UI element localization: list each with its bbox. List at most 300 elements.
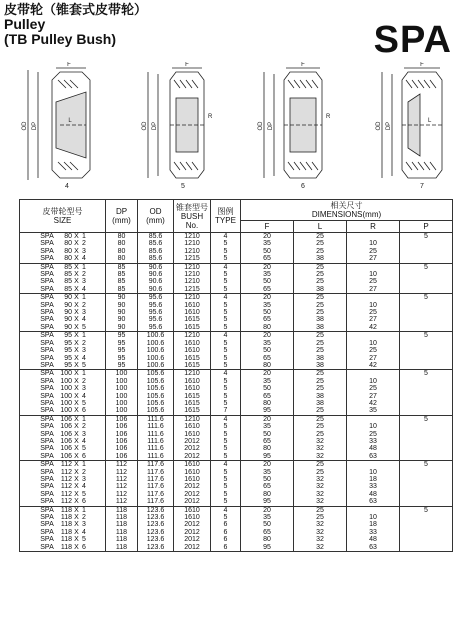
- header-l: L: [294, 221, 347, 233]
- l-cell: 25: [294, 294, 347, 302]
- table-row: [20, 453, 453, 461]
- p-cell: [400, 407, 453, 415]
- l-cell: 38: [294, 324, 347, 332]
- od-cell: 111.6: [138, 423, 174, 430]
- f-cell: 20: [241, 294, 294, 302]
- r-cell: [347, 370, 400, 378]
- f-cell: 20: [241, 332, 294, 340]
- r-cell: 35: [347, 407, 400, 415]
- size-cell: SPA 95 X 5: [20, 362, 106, 370]
- size-cell: SPA 100 X 5: [20, 400, 106, 407]
- dp-cell: 100: [106, 393, 138, 400]
- type-cell: 6: [211, 529, 241, 536]
- size-cell: SPA 80 X 3: [20, 248, 106, 255]
- size-cell: SPA 90 X 1: [20, 294, 106, 302]
- type-cell: 4: [211, 506, 241, 514]
- bush-cell: 1215: [174, 255, 211, 263]
- p-cell: [400, 469, 453, 476]
- p-cell: [400, 521, 453, 528]
- l-cell: 32: [294, 544, 347, 552]
- type-cell: 5: [211, 483, 241, 490]
- p-cell: [400, 324, 453, 332]
- r-cell: 27: [347, 255, 400, 263]
- type-cell: 5: [211, 498, 241, 506]
- p-cell: [400, 483, 453, 490]
- size-cell: SPA 90 X 2: [20, 302, 106, 309]
- header-type: 图例 TYPE: [211, 200, 241, 233]
- table-row: [20, 506, 453, 514]
- dp-cell: 106: [106, 453, 138, 461]
- bush-cell: 2012: [174, 529, 211, 536]
- l-cell: 25: [294, 461, 347, 469]
- f-cell: 50: [241, 385, 294, 392]
- bush-cell: 1615: [174, 355, 211, 362]
- r-cell: 63: [347, 498, 400, 506]
- dp-cell: 90: [106, 302, 138, 309]
- p-cell: [400, 302, 453, 309]
- dp-cell: 95: [106, 362, 138, 370]
- f-cell: 35: [241, 271, 294, 278]
- size-cell: SPA 112 X 2: [20, 469, 106, 476]
- label-dp-type4: DP: [32, 121, 38, 131]
- l-cell: 25: [294, 302, 347, 309]
- type-number-7: 7: [420, 183, 424, 190]
- p-cell: [400, 498, 453, 506]
- r-cell: 25: [347, 309, 400, 316]
- table-row: [20, 324, 453, 332]
- od-cell: 100.6: [138, 355, 174, 362]
- f-cell: 65: [241, 355, 294, 362]
- l-cell: 32: [294, 438, 347, 445]
- od-cell: 111.6: [138, 453, 174, 461]
- pulley-drawing-type-4: [22, 62, 90, 190]
- od-cell: 105.6: [138, 407, 174, 415]
- label-f-type4: F: [67, 62, 71, 68]
- table-row: [20, 332, 453, 340]
- size-cell: SPA 106 X 5: [20, 445, 106, 452]
- table-row: [20, 248, 453, 255]
- r-cell: 42: [347, 362, 400, 370]
- dp-cell: 80: [106, 255, 138, 263]
- l-cell: 25: [294, 423, 347, 430]
- bush-cell: 1615: [174, 324, 211, 332]
- subtitle-english: (TB Pulley Bush): [4, 31, 117, 47]
- table-row: [20, 423, 453, 430]
- size-cell: SPA 118 X 1: [20, 506, 106, 514]
- p-cell: [400, 453, 453, 461]
- table-row: [20, 240, 453, 247]
- r-cell: 18: [347, 476, 400, 483]
- r-cell: 25: [347, 347, 400, 354]
- table-row: [20, 278, 453, 285]
- od-cell: 90.6: [138, 286, 174, 294]
- od-cell: 111.6: [138, 431, 174, 438]
- bush-cell: 1610: [174, 423, 211, 430]
- p-cell: [400, 476, 453, 483]
- label-od-type6: OD: [258, 121, 264, 131]
- type-cell: 6: [211, 544, 241, 552]
- f-cell: 35: [241, 378, 294, 385]
- l-cell: 38: [294, 393, 347, 400]
- dp-cell: 112: [106, 476, 138, 483]
- l-cell: 25: [294, 248, 347, 255]
- table-row: [20, 302, 453, 309]
- od-cell: 95.6: [138, 316, 174, 323]
- type-cell: 4: [211, 332, 241, 340]
- type-cell: 5: [211, 438, 241, 445]
- label-l-type7: L: [428, 118, 432, 124]
- bush-cell: 1615: [174, 362, 211, 370]
- bush-cell: 1610: [174, 476, 211, 483]
- size-cell: SPA 118 X 3: [20, 521, 106, 528]
- table-body: [20, 233, 453, 552]
- p-cell: [400, 347, 453, 354]
- table-row: [20, 378, 453, 385]
- size-cell: SPA 85 X 3: [20, 278, 106, 285]
- l-cell: 25: [294, 278, 347, 285]
- bush-cell: 1610: [174, 347, 211, 354]
- od-cell: 117.6: [138, 461, 174, 469]
- dp-cell: 100: [106, 400, 138, 407]
- l-cell: 38: [294, 286, 347, 294]
- header-dimensions: 相关尺寸 DIMENSIONS(mm): [241, 200, 453, 221]
- size-cell: SPA 95 X 4: [20, 355, 106, 362]
- l-cell: 38: [294, 316, 347, 323]
- od-cell: 123.6: [138, 529, 174, 536]
- f-cell: 65: [241, 483, 294, 490]
- p-cell: [400, 278, 453, 285]
- p-cell: [400, 385, 453, 392]
- bush-cell: 1610: [174, 302, 211, 309]
- p-cell: 5: [400, 233, 453, 241]
- p-cell: [400, 438, 453, 445]
- dp-cell: 112: [106, 498, 138, 506]
- label-od-type5: OD: [142, 121, 148, 131]
- p-cell: 5: [400, 294, 453, 302]
- table-row: [20, 271, 453, 278]
- p-cell: [400, 423, 453, 430]
- od-cell: 111.6: [138, 415, 174, 423]
- size-cell: SPA 90 X 5: [20, 324, 106, 332]
- size-cell: SPA 90 X 4: [20, 316, 106, 323]
- size-cell: SPA 106 X 2: [20, 423, 106, 430]
- dp-cell: 90: [106, 316, 138, 323]
- r-cell: 63: [347, 453, 400, 461]
- bush-cell: 1615: [174, 393, 211, 400]
- type-cell: 5: [211, 347, 241, 354]
- r-cell: [347, 506, 400, 514]
- f-cell: 50: [241, 431, 294, 438]
- spa-pulley-spec-table: [19, 199, 453, 552]
- bush-cell: 1615: [174, 407, 211, 415]
- title-chinese: 皮带轮（锥套式皮带轮）: [4, 2, 148, 17]
- table-row: [20, 476, 453, 483]
- r-cell: 10: [347, 514, 400, 521]
- dp-cell: 118: [106, 521, 138, 528]
- od-cell: 85.6: [138, 240, 174, 247]
- r-cell: 48: [347, 536, 400, 543]
- dp-cell: 112: [106, 483, 138, 490]
- size-cell: SPA 100 X 4: [20, 393, 106, 400]
- od-cell: 117.6: [138, 476, 174, 483]
- f-cell: 35: [241, 469, 294, 476]
- table-row: [20, 521, 453, 528]
- p-cell: [400, 544, 453, 552]
- od-cell: 90.6: [138, 271, 174, 278]
- l-cell: 32: [294, 445, 347, 452]
- f-cell: 20: [241, 415, 294, 423]
- l-cell: 25: [294, 469, 347, 476]
- type-cell: 5: [211, 248, 241, 255]
- type-cell: 5: [211, 324, 241, 332]
- p-cell: [400, 316, 453, 323]
- size-cell: SPA 85 X 1: [20, 263, 106, 271]
- bush-cell: 2012: [174, 544, 211, 552]
- table-row: [20, 263, 453, 271]
- r-cell: 27: [347, 286, 400, 294]
- r-cell: 10: [347, 340, 400, 347]
- od-cell: 117.6: [138, 469, 174, 476]
- table-row: [20, 407, 453, 415]
- r-cell: 48: [347, 445, 400, 452]
- table-row: [20, 461, 453, 469]
- od-cell: 95.6: [138, 309, 174, 316]
- header-p: P: [400, 221, 453, 233]
- r-cell: 25: [347, 278, 400, 285]
- type-cell: 5: [211, 514, 241, 521]
- od-cell: 123.6: [138, 521, 174, 528]
- od-cell: 95.6: [138, 324, 174, 332]
- l-cell: 25: [294, 332, 347, 340]
- r-cell: 10: [347, 378, 400, 385]
- type-cell: 5: [211, 255, 241, 263]
- dp-cell: 112: [106, 491, 138, 498]
- table-row: [20, 347, 453, 354]
- f-cell: 50: [241, 521, 294, 528]
- table-row: [20, 529, 453, 536]
- dp-cell: 95: [106, 355, 138, 362]
- l-cell: 25: [294, 309, 347, 316]
- p-cell: [400, 271, 453, 278]
- size-cell: SPA 100 X 1: [20, 370, 106, 378]
- p-cell: [400, 536, 453, 543]
- table-row: [20, 544, 453, 552]
- type-cell: 5: [211, 286, 241, 294]
- bush-cell: 1210: [174, 294, 211, 302]
- bush-cell: 1610: [174, 340, 211, 347]
- f-cell: 35: [241, 240, 294, 247]
- od-cell: 105.6: [138, 393, 174, 400]
- header-dp: DP (mm): [106, 200, 138, 233]
- bush-cell: 1610: [174, 514, 211, 521]
- r-cell: 63: [347, 544, 400, 552]
- dp-cell: 85: [106, 286, 138, 294]
- dp-cell: 95: [106, 347, 138, 354]
- r-cell: 25: [347, 248, 400, 255]
- od-cell: 85.6: [138, 233, 174, 241]
- bush-cell: 1610: [174, 378, 211, 385]
- l-cell: 25: [294, 407, 347, 415]
- bush-cell: 1210: [174, 271, 211, 278]
- p-cell: [400, 355, 453, 362]
- r-cell: 42: [347, 324, 400, 332]
- od-cell: 105.6: [138, 400, 174, 407]
- f-cell: 35: [241, 340, 294, 347]
- p-cell: [400, 529, 453, 536]
- bush-cell: 1210: [174, 240, 211, 247]
- f-cell: 20: [241, 370, 294, 378]
- od-cell: 117.6: [138, 491, 174, 498]
- f-cell: 50: [241, 476, 294, 483]
- od-cell: 105.6: [138, 385, 174, 392]
- dp-cell: 85: [106, 263, 138, 271]
- p-cell: [400, 340, 453, 347]
- r-cell: 25: [347, 385, 400, 392]
- l-cell: 38: [294, 400, 347, 407]
- type-cell: 5: [211, 476, 241, 483]
- p-cell: 5: [400, 415, 453, 423]
- label-f-type6: F: [301, 62, 305, 68]
- bush-cell: 1210: [174, 415, 211, 423]
- size-cell: SPA 100 X 6: [20, 407, 106, 415]
- bush-cell: 1215: [174, 286, 211, 294]
- pulley-drawings: [0, 62, 460, 192]
- table-row: [20, 445, 453, 452]
- bush-cell: 1610: [174, 469, 211, 476]
- header-size: 皮带轮型号 SIZE: [20, 200, 106, 233]
- od-cell: 117.6: [138, 483, 174, 490]
- dp-cell: 112: [106, 469, 138, 476]
- header-od: OD (mm): [138, 200, 174, 233]
- f-cell: 95: [241, 544, 294, 552]
- type-cell: 5: [211, 469, 241, 476]
- f-cell: 35: [241, 302, 294, 309]
- size-cell: SPA 85 X 4: [20, 286, 106, 294]
- type-cell: 5: [211, 431, 241, 438]
- od-cell: 85.6: [138, 248, 174, 255]
- dp-cell: 112: [106, 461, 138, 469]
- l-cell: 32: [294, 498, 347, 506]
- dp-cell: 90: [106, 324, 138, 332]
- type-cell: 6: [211, 521, 241, 528]
- dp-cell: 106: [106, 445, 138, 452]
- type-cell: 5: [211, 445, 241, 452]
- bush-cell: 2012: [174, 491, 211, 498]
- l-cell: 25: [294, 271, 347, 278]
- dp-cell: 80: [106, 240, 138, 247]
- p-cell: [400, 255, 453, 263]
- type-cell: 4: [211, 233, 241, 241]
- l-cell: 25: [294, 340, 347, 347]
- size-cell: SPA 118 X 4: [20, 529, 106, 536]
- dp-cell: 106: [106, 438, 138, 445]
- bush-cell: 1210: [174, 248, 211, 255]
- type-number-5: 5: [181, 183, 185, 190]
- bush-cell: 1210: [174, 263, 211, 271]
- od-cell: 100.6: [138, 347, 174, 354]
- table-row: [20, 370, 453, 378]
- type-number-6: 6: [301, 183, 305, 190]
- table-row: [20, 483, 453, 490]
- table-row: [20, 355, 453, 362]
- l-cell: 25: [294, 385, 347, 392]
- l-cell: 25: [294, 378, 347, 385]
- label-r-type6: R: [326, 114, 331, 120]
- f-cell: 35: [241, 423, 294, 430]
- dp-cell: 80: [106, 233, 138, 241]
- dp-cell: 100: [106, 370, 138, 378]
- dp-cell: 85: [106, 271, 138, 278]
- f-cell: 80: [241, 491, 294, 498]
- dp-cell: 90: [106, 294, 138, 302]
- size-cell: SPA 90 X 3: [20, 309, 106, 316]
- pulley-drawing-type-5: [142, 62, 213, 190]
- f-cell: 20: [241, 233, 294, 241]
- p-cell: [400, 362, 453, 370]
- label-l-type4: L: [68, 118, 72, 124]
- bush-cell: 1610: [174, 309, 211, 316]
- l-cell: 38: [294, 362, 347, 370]
- p-cell: [400, 514, 453, 521]
- table-row: [20, 498, 453, 506]
- od-cell: 90.6: [138, 278, 174, 285]
- bush-cell: 2012: [174, 483, 211, 490]
- bush-cell: 1610: [174, 385, 211, 392]
- p-cell: [400, 445, 453, 452]
- dp-cell: 85: [106, 278, 138, 285]
- type-cell: 5: [211, 302, 241, 309]
- table-row: [20, 438, 453, 445]
- type-cell: 4: [211, 263, 241, 271]
- r-cell: [347, 332, 400, 340]
- r-cell: 10: [347, 302, 400, 309]
- l-cell: 25: [294, 370, 347, 378]
- table-row: [20, 491, 453, 498]
- p-cell: 5: [400, 461, 453, 469]
- f-cell: 65: [241, 255, 294, 263]
- r-cell: 27: [347, 316, 400, 323]
- od-cell: 123.6: [138, 536, 174, 543]
- r-cell: 48: [347, 491, 400, 498]
- r-cell: 33: [347, 529, 400, 536]
- f-cell: 20: [241, 506, 294, 514]
- type-cell: 7: [211, 407, 241, 415]
- size-cell: SPA 95 X 3: [20, 347, 106, 354]
- od-cell: 111.6: [138, 445, 174, 452]
- table-row: [20, 415, 453, 423]
- p-cell: [400, 378, 453, 385]
- od-cell: 105.6: [138, 370, 174, 378]
- bush-cell: 1210: [174, 370, 211, 378]
- p-cell: [400, 393, 453, 400]
- od-cell: 95.6: [138, 302, 174, 309]
- od-cell: 123.6: [138, 514, 174, 521]
- type-cell: 4: [211, 294, 241, 302]
- type-cell: 5: [211, 385, 241, 392]
- table-row: [20, 514, 453, 521]
- bush-cell: 2012: [174, 498, 211, 506]
- label-od-type7: OD: [376, 121, 382, 131]
- size-cell: SPA 112 X 5: [20, 491, 106, 498]
- pulley-drawing-type-7: [376, 62, 442, 190]
- table-row: [20, 385, 453, 392]
- type-cell: 5: [211, 340, 241, 347]
- r-cell: 10: [347, 240, 400, 247]
- bush-cell: 1610: [174, 506, 211, 514]
- type-cell: 5: [211, 355, 241, 362]
- table-row: [20, 469, 453, 476]
- type-cell: 5: [211, 453, 241, 461]
